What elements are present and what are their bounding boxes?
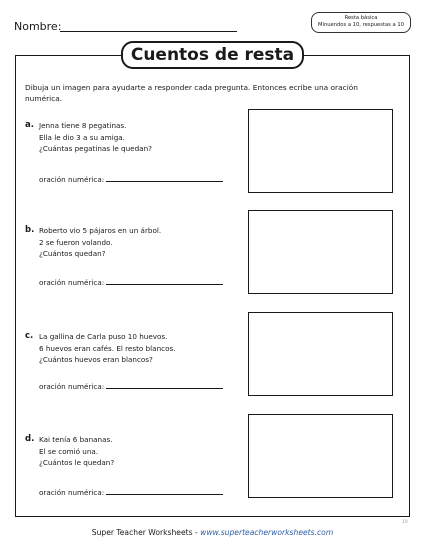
number-sentence-label: oración numérica: [39,382,105,391]
problem-text [39,434,114,469]
footer-url-link[interactable]: www.superteacherworksheets.com [200,528,334,537]
problem-text [39,331,176,366]
problem-line: Jenna tiene 8 pegatinas. [39,121,127,130]
problem-line: ¿Cuántos le quedan? [39,458,115,467]
name-label: Nombre: [14,20,62,33]
badge-title: Resta básica [344,15,378,21]
number-sentence [39,174,223,184]
problem-text [39,120,152,155]
number-sentence-answer-line[interactable] [106,174,223,182]
number-sentence [39,487,223,497]
problem-line: Kai tenía 6 bananas. [39,435,113,444]
problem-text [39,225,161,260]
name-input-line[interactable] [60,31,237,32]
problem-line: El se comió una. [39,446,99,456]
number-sentence-answer-line[interactable] [106,487,223,495]
problem-line: La gallina de Carla puso 10 huevos. [39,332,168,341]
problem-line: ¿Cuántas pegatinas le quedan? [39,144,152,153]
number-sentence-label: oración numérica: [39,175,105,184]
page-title: Cuentos de resta [130,45,295,65]
drawing-box-c[interactable] [248,312,393,396]
problem-line: ¿Cuántos huevos eran blancos? [39,355,153,364]
footer [0,528,425,537]
problem-line: 2 se fueron volando. [39,237,113,247]
number-sentence-answer-line[interactable] [106,277,223,285]
drawing-box-d[interactable] [248,414,393,498]
instructions: Dibuja un imagen para ayudarte a responder cada pregunta. Entonces ecribe una oración numérica. [25,83,358,103]
page-number: 10 [402,520,408,525]
number-sentence-label: oración numérica: [39,488,105,497]
number-sentence [39,381,223,391]
problem-line: Roberto vio 5 pájaros en un árbol. [39,226,162,235]
problem-letter: a. [25,120,34,130]
footer-separator: - [192,528,201,537]
problem-letter: c. [25,331,34,341]
drawing-box-a[interactable] [248,109,393,193]
number-sentence [39,277,223,287]
drawing-box-b[interactable] [248,210,393,294]
problem-line: 6 huevos eran cafés. El resto blancos. [39,343,176,353]
title-banner [121,41,304,69]
problem-line: Ella le dio 3 a su amiga. [39,132,125,142]
problem-line: ¿Cuántos quedan? [39,249,106,258]
level-badge [311,12,411,33]
number-sentence-label: oración numérica: [39,278,105,287]
footer-brand: Super Teacher Worksheets [91,528,193,537]
number-sentence-answer-line[interactable] [106,381,223,389]
badge-subtitle: Minuendos a 10, respuestas a 10 [318,22,404,28]
problem-letter: d. [25,434,35,444]
problem-letter: b. [25,225,35,235]
